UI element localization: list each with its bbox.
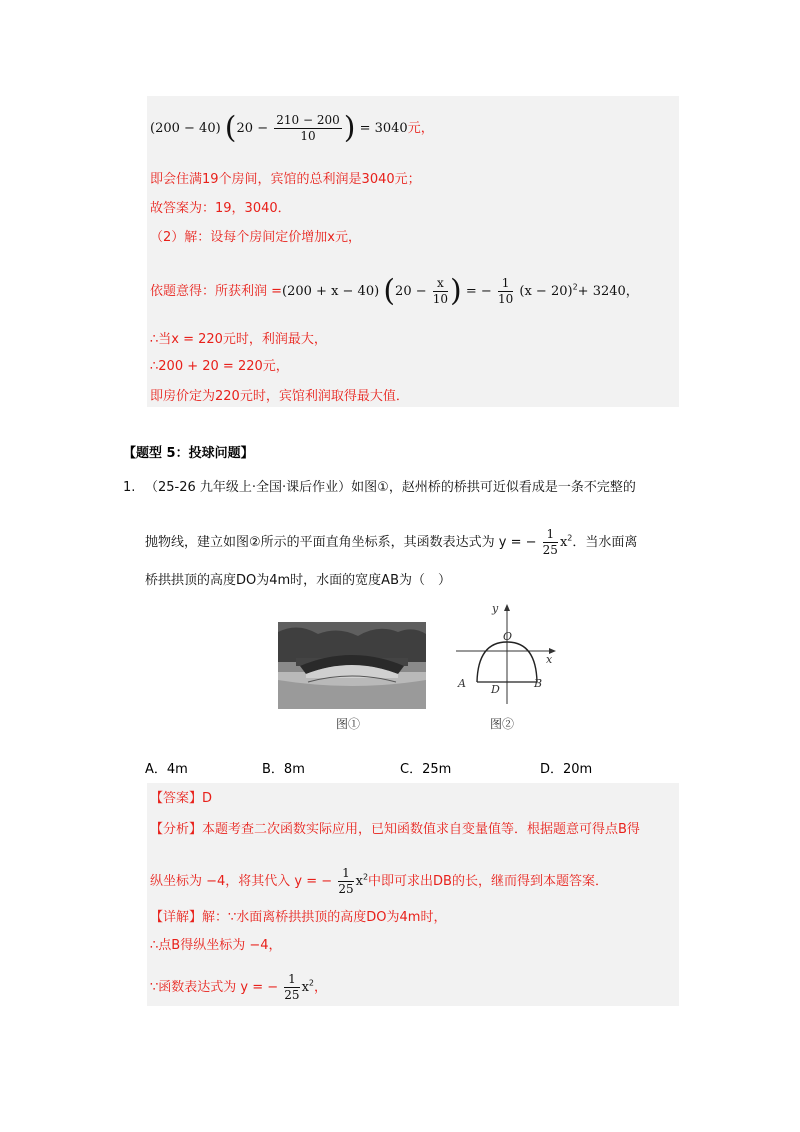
- question-line-3: 桥拱拱顶的高度DO为4m时，水面的宽度AB为（ ）: [145, 573, 451, 588]
- option-d[interactable]: D．20m: [540, 762, 593, 777]
- solution-text-line-3: 故答案为：19，3040．: [150, 201, 291, 216]
- origin-label: O: [503, 630, 513, 643]
- fraction: $\frac{x}{10}$: [432, 276, 449, 306]
- detail-line-2: ∴点B得纵坐标为 −4，: [150, 938, 282, 953]
- question-line-2: 抛物线，建立如图②所示的平面直角坐标系，其函数表达式为 y = − $\frac{1}{25}$ $x^2$．当水面离: [145, 527, 638, 557]
- bridge-image: [278, 622, 426, 709]
- x-axis-label: x: [546, 653, 553, 666]
- fraction: $\frac{1}{25}$: [338, 866, 354, 896]
- fraction: $\frac{1}{10}$: [497, 276, 514, 306]
- fraction: $\frac{1}{25}$: [284, 972, 300, 1002]
- analysis-line-2: 纵坐标为 −4，将其代入 y = − $\frac{1}{25}$ $x^2$中即可求出DB的长，继而得到本题答案．: [150, 866, 608, 896]
- detail-line-1: 【详解】解：∵水面离桥拱拱顶的高度DO为4m时，: [150, 910, 447, 925]
- point-d-label: D: [491, 683, 500, 696]
- parabola-diagram: [450, 600, 560, 715]
- y-axis-label: y: [492, 602, 499, 615]
- option-a[interactable]: A．4m: [145, 762, 188, 777]
- point-a-label: A: [458, 677, 466, 690]
- bridge-photo: [278, 622, 426, 709]
- solution-text-line-7: ∴200 + 20 = 220元，: [150, 359, 289, 374]
- equation-line-5: 依题意得：所获利润 =(200 + x − 40) (20 − $\frac{x}{10}$ ) = − $\frac{1}{10}$ $(x - 20)^2+ 3240$，: [150, 273, 639, 309]
- point-b-label: B: [534, 677, 543, 690]
- question-line-1: （25-26 九年级上·全国·课后作业）如图①，赵州桥的桥拱可近似看成是一条不完整的: [145, 480, 636, 495]
- section-title: 【题型 5：投球问题】: [123, 446, 254, 461]
- fraction: $\frac{210 - 200}{10}$: [276, 113, 340, 143]
- option-c[interactable]: C．25m: [400, 762, 452, 777]
- figure-2-caption: 图②: [490, 717, 515, 731]
- solution-text-line-2: 即会住满19个房间，宾馆的总利润是3040元；: [150, 172, 421, 187]
- answer-line: 【答案】D: [150, 791, 213, 806]
- question-number: 1.: [123, 480, 136, 495]
- figure-1-caption: 图①: [336, 717, 361, 731]
- analysis-line-1: 【分析】本题考查二次函数实际应用，已知函数值求自变量值等．根据题意可得点B得: [150, 822, 640, 837]
- solution-text-line-8: 即房价定为220元时，宾馆利润取得最大值．: [150, 389, 409, 404]
- option-b[interactable]: B．8m: [262, 762, 305, 777]
- solution-text-line-6: ∴当x = 220元时，利润最大，: [150, 332, 327, 347]
- fraction: $\frac{1}{25}$: [542, 527, 558, 557]
- solution-text-line-4: （2）解：设每个房间定价增加x元，: [150, 230, 361, 245]
- equation-line-1: (200 − 40) (20 − $\frac{210 - 200}{10}$ ) = 3040元，: [150, 110, 434, 146]
- detail-line-3: ∵函数表达式为 y = − $\frac{1}{25}$ $x^2$，: [150, 972, 328, 1002]
